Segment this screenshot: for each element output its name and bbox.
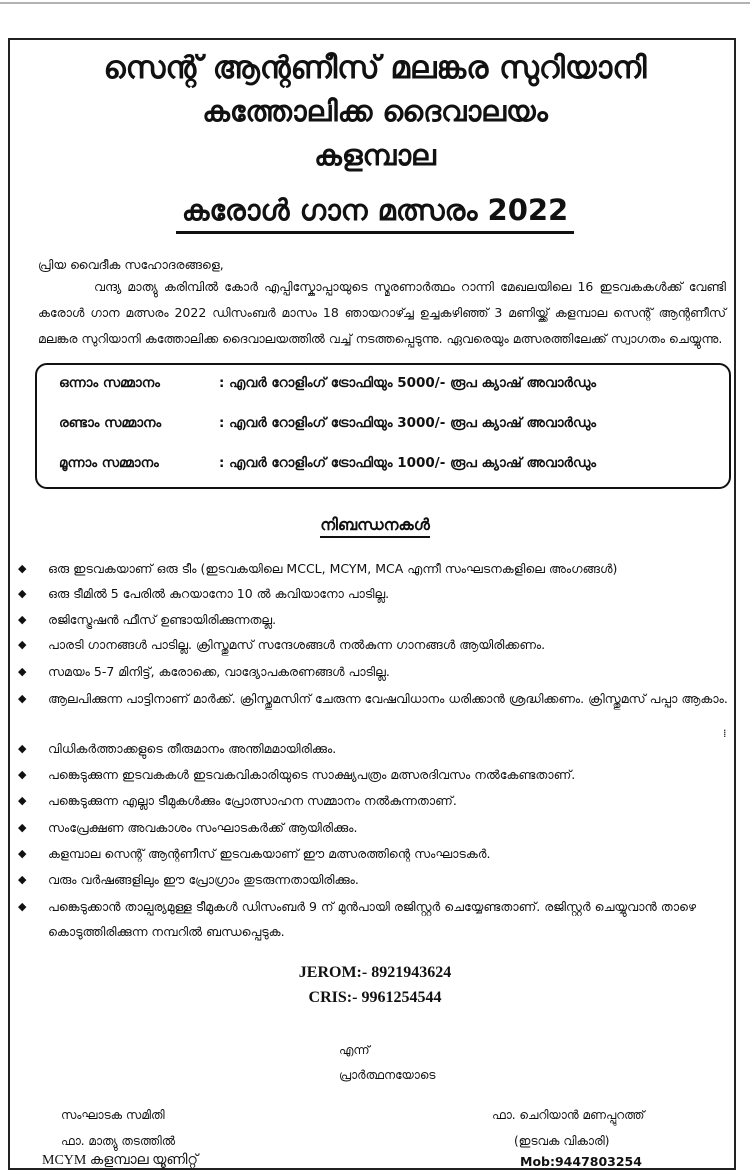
prize-label: മൂന്നാം സമ്മാനം <box>59 455 159 471</box>
organizer-unit: MCYM കളമ്പാല യൂണിറ്റ് <box>42 1153 199 1168</box>
closing-line1: എന്ന് <box>339 1043 370 1057</box>
diamond-bullet-icon: ◆ <box>18 768 27 781</box>
place-name: കളമ്പാല <box>314 138 436 172</box>
event-title-text: കരോൾ ഗാന മത്സരം 2022 <box>176 193 575 234</box>
margin-mark: ⁞ <box>723 727 727 740</box>
diamond-bullet-icon: ◆ <box>18 638 27 651</box>
top-edge-line <box>0 0 750 10</box>
closing-line2: പ്രാർത്ഥനയോടെ <box>339 1068 436 1082</box>
diamond-bullet-icon: ◆ <box>18 821 27 834</box>
rules-heading <box>0 515 750 535</box>
diamond-bullet-icon: ◆ <box>18 562 27 575</box>
diamond-bullet-icon: ◆ <box>18 900 27 913</box>
contact-cris: CRIS:- 9961254544 <box>308 989 442 1006</box>
diamond-bullet-icon: ◆ <box>18 742 27 755</box>
diamond-bullet-icon: ◆ <box>18 613 27 626</box>
organizer-name: ഫാ. മാത്യു തടത്തിൽ <box>61 1134 176 1148</box>
prize-row-second <box>59 415 596 431</box>
salutation: പ്രിയ വൈദീക സഹോദരങ്ങളെ, <box>38 257 224 272</box>
rules-heading-text: നിബന്ധനകൾ <box>320 515 430 538</box>
diamond-bullet-icon: ◆ <box>18 665 27 678</box>
diamond-bullet-icon: ◆ <box>18 847 27 860</box>
prize-row-first <box>59 375 596 391</box>
diamond-bullet-icon: ◆ <box>18 873 27 886</box>
church-name-line1: സെന്റ് ആന്റണീസ് മലങ്കര സുറിയാനി <box>103 50 647 86</box>
prize-detail: : എവർ റോളിംഗ് ട്രോഫിയും 5000/- രൂപ ക്യാഷ് അവാർഡും <box>219 375 597 391</box>
prize-row-third <box>59 455 596 471</box>
prize-label: ഒന്നാം സമ്മാനം <box>59 375 160 391</box>
organizing-committee-label: സംഘാടക സമിതി <box>61 1108 165 1122</box>
diamond-bullet-icon: ◆ <box>18 587 27 600</box>
intro-paragraph: വന്ദ്യ മാത്യു കരിമ്പിൽ കോർ എപ്പിസ്കോപ്പായുടെ സ്മരണാർത്ഥം റാന്നി മേഖലയിലെ 16 ഇടവകകൾക്ക് വേണ്ടി കരോൾ ഗാന മത്സരം 2022 ഡിസംബർ മാസം 18 ഞായറാഴ്ച്ച ഉച്ചകഴിഞ്ഞ് 3 മണിയ്ക്ക് കളമ്പാല സെന്റ് ആന്റണീസ് മലങ്കര സുറിയാനി കത്തോലിക്ക ദൈവാലയത്തിൽ വച്ച് നടത്തപ്പെടുന്നു. ഏവരെയും മത്സരത്തിലേക്ക് സ്വാഗതം ചെയ്യുന്നു. <box>38 279 726 346</box>
vicar-role: (ഇടവക വികാരി) <box>514 1134 610 1148</box>
prize-detail: : എവർ റോളിംഗ് ട്രോഫിയും 1000/- രൂപ ക്യാഷ് അവാർഡും <box>219 455 597 471</box>
church-name-line2: കത്തോലിക്ക ദൈവാലയം <box>202 94 548 128</box>
event-title <box>0 193 750 234</box>
diamond-bullet-icon: ◆ <box>18 794 27 807</box>
prize-box <box>35 363 731 489</box>
prize-label: രണ്ടാം സമ്മാനം <box>59 415 162 431</box>
vicar-mobile: Mob:9447803254 <box>520 1154 642 1169</box>
vicar-name: ഫാ. ചെറിയാൻ മണപ്പുറത്ത് <box>492 1108 645 1122</box>
contact-jerom: JEROM:- 8921943624 <box>298 964 452 981</box>
prize-detail: : എവർ റോളിംഗ് ട്രോഫിയും 3000/- രൂപ ക്യാഷ് അവാർഡും <box>219 415 597 431</box>
diamond-bullet-icon: ◆ <box>18 692 27 705</box>
